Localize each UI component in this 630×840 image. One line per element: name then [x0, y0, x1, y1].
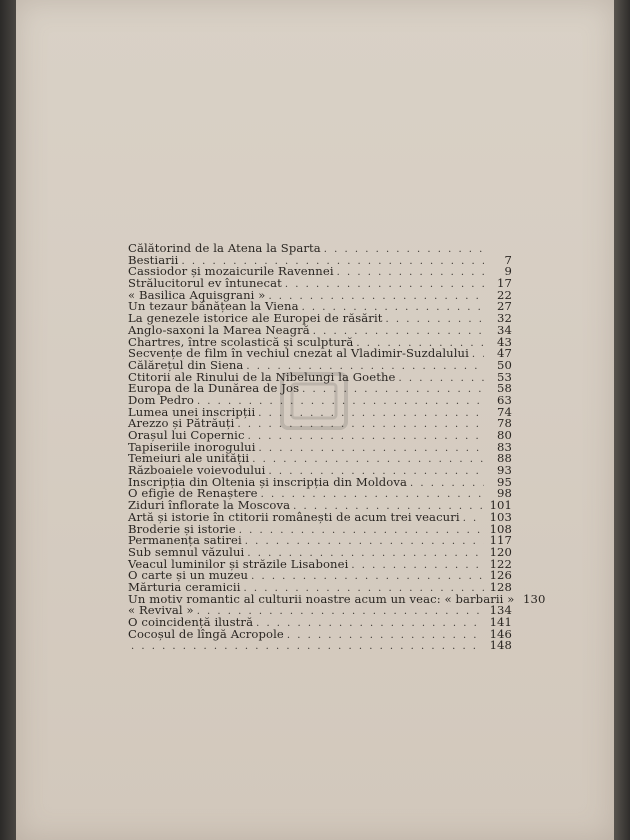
toc-entry-page-number: 130: [523, 591, 546, 606]
toc-leader-dots: [252, 454, 484, 466]
toc-entry-title: Broderie și istorie: [128, 521, 236, 536]
toc-entry-title: Permanența satirei: [128, 533, 242, 548]
toc-entry-title: Inscripția din Oltenia și inscripția din Moldova: [128, 474, 408, 489]
toc-leader-dots: [302, 384, 484, 396]
toc-entry-page-number: 9: [504, 264, 512, 279]
toc-entry-page-number: 98: [497, 486, 512, 501]
toc-entry-page-number: 103: [489, 509, 512, 524]
toc-leader-dots: [259, 443, 484, 455]
toc-entry-page-number: 95: [497, 474, 512, 489]
toc-entry-title: « Revival »: [128, 603, 194, 618]
toc-leader-dots: [324, 244, 484, 256]
toc-entry-page-number: 120: [489, 544, 512, 559]
toc-leader-dots: [248, 431, 484, 443]
toc-leader-dots: [131, 641, 484, 653]
toc-entry-title: Un motiv romantic al culturii noastre acum un veac: « barbarii »: [128, 591, 515, 606]
toc-entry-page-number: 43: [497, 334, 512, 349]
toc-entry-page-number: 126: [489, 568, 512, 583]
toc-entry-title: Anglo-saxoni la Marea Neagră: [128, 322, 310, 337]
toc-entry-title: O efigie de Renaștere: [128, 486, 258, 501]
toc-leader-dots: [463, 513, 484, 525]
toc-entry-page-number: 7: [504, 252, 512, 267]
toc-entry-page-number: 128: [489, 579, 512, 594]
toc-entry-title: Artă și istorie în ctitorii românești de acum trei veacuri: [128, 509, 460, 524]
toc-entry-title: Călătorind de la Atena la Sparta: [128, 241, 321, 255]
toc-leader-dots: [237, 419, 484, 431]
toc-entry-page-number: 146: [489, 626, 512, 641]
toc-leader-dots: [351, 560, 484, 572]
toc-entry-page-number: 83: [497, 439, 512, 454]
toc-entry-page-number: 27: [497, 299, 512, 314]
toc-entry-page-number: 17: [497, 276, 512, 291]
toc-entry-title: O carte și un muzeu: [128, 568, 249, 583]
toc-entry-page-number: 117: [489, 533, 512, 548]
toc-entry-page-number: 93: [497, 463, 512, 478]
toc-entry-page-number: 58: [497, 381, 512, 396]
toc-entry: [128, 243, 512, 255]
toc-entry-page-number: 53: [497, 369, 512, 384]
toc-entry-page-number: 134: [489, 603, 512, 618]
toc-entry-page-number: 122: [489, 556, 512, 571]
toc-entry-title: Mărturia ceramicii: [128, 579, 241, 594]
toc-entry-title: Europa de la Dunărea de Jos: [128, 381, 300, 396]
toc-entry-title: Dom Pedro: [128, 392, 194, 407]
toc-entry-page-number: 78: [497, 416, 512, 431]
toc-entry-title: Cassiodor și mozaicurile Ravennei: [128, 264, 334, 279]
toc-entry-title: Strălucitorul ev întunecat: [128, 276, 282, 291]
toc-leader-dots: [251, 571, 484, 583]
toc-leader-dots: [285, 279, 484, 291]
toc-entry-title: Bestiarii: [128, 252, 179, 267]
toc-entry-page-number: 88: [497, 451, 512, 466]
toc-entry-page-number: 50: [497, 357, 512, 372]
toc-entry-page-number: 101: [489, 498, 512, 513]
toc-entry-page-number: 108: [489, 521, 512, 536]
toc-entry-title: Temeiuri ale unității: [128, 451, 250, 466]
toc-leader-dots: [337, 267, 484, 279]
toc-entry-page-number: 63: [497, 392, 512, 407]
toc-entry-title: Sub semnul văzului: [128, 544, 245, 559]
toc-leader-dots: [261, 489, 484, 501]
toc-leader-dots: [258, 408, 484, 420]
toc-leader-dots: [245, 536, 484, 548]
toc-entry-page-number: 148: [489, 638, 512, 653]
book-binding-left: [0, 0, 16, 840]
toc-entry-title: Tapiseriile inorogului: [128, 439, 256, 454]
toc-entry-title: Arezzo și Pătrăuți: [128, 416, 235, 431]
toc-entry-title: Chartres, între scolastică și sculptură: [128, 334, 354, 349]
toc-entry-title: Un tezaur bănățean la Viena: [128, 299, 299, 314]
toc-entry-title: Ctitorii ale Rinului de la Nibelungi la Goethe: [128, 369, 396, 384]
toc-entry-title: O coincidență ilustră: [128, 615, 254, 629]
toc-leader-dots: [287, 630, 484, 642]
toc-entry-title: « Basilica Aquisgrani »: [128, 287, 266, 302]
toc-leader-dots: [386, 314, 484, 326]
toc-entry-page-number: 32: [497, 311, 512, 326]
toc-entry: [128, 640, 512, 652]
table-of-contents: [128, 241, 546, 653]
book-binding-right: [614, 0, 630, 840]
toc-entry-title: Secvențe de film în vechiul cnezat al Vladimir-Suzdalului: [128, 346, 469, 361]
toc-entry-title: Războaiele voievodului: [128, 463, 266, 478]
toc-entry-title: Călărețul din Siena: [128, 357, 244, 372]
toc-entry-title: Veacul luminilor și străzile Lisabonei: [128, 556, 349, 571]
toc-entry-page-number: 47: [497, 346, 512, 361]
toc-entry-title: Orașul lui Copernic: [128, 428, 245, 442]
toc-entry-title: Lumea unei inscripții: [128, 404, 256, 419]
toc-entry: [128, 626, 512, 641]
toc-leader-dots: [256, 618, 484, 630]
toc-leader-dots: [472, 349, 484, 361]
toc-entry-title: La genezele istorice ale Europei de răsărit: [128, 311, 383, 326]
toc-leader-dots: [399, 373, 485, 385]
toc-entry-title: Ziduri înflorate la Moscova: [128, 498, 291, 513]
toc-leader-dots: [239, 525, 484, 537]
toc-leader-dots: [410, 478, 484, 490]
toc-entry-title: Cocoșul de lîngă Acropole: [128, 626, 284, 641]
toc-entry-page-number: 141: [489, 615, 512, 629]
toc-entry-page-number: 22: [497, 287, 512, 302]
toc-entry-page-number: 74: [497, 404, 512, 419]
toc-entry-page-number: 80: [497, 428, 512, 442]
toc-entry-page-number: 34: [497, 322, 512, 337]
